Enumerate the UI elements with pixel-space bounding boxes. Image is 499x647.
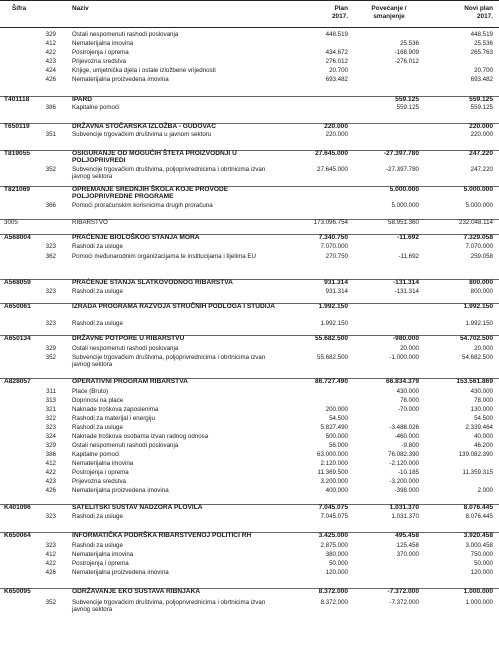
row-change: -9.800 bbox=[401, 442, 419, 449]
row-code: K650064 bbox=[4, 532, 31, 539]
row-code: 362 bbox=[45, 253, 56, 260]
row-plan: 220.000 bbox=[325, 131, 348, 138]
header-plan: Plan 2017. bbox=[332, 5, 348, 20]
row-plan: 8.372.000 bbox=[320, 599, 348, 606]
row-new-plan: 265.763 bbox=[470, 49, 493, 56]
row-name: IPARD bbox=[72, 96, 93, 103]
row-new-plan: 693.482 bbox=[470, 76, 493, 83]
row-name: Pomoći međunarodnim organizacijama te institucijama i tijelima EU bbox=[72, 253, 256, 260]
row-code: A650134 bbox=[4, 335, 31, 342]
row-new-plan: 3.000.458 bbox=[465, 542, 493, 549]
row-code: 426 bbox=[45, 76, 56, 83]
row-change: 1.031.370 bbox=[389, 504, 419, 511]
row-change: 20.000 bbox=[400, 345, 419, 352]
row-name: Rashodi za usluge bbox=[72, 288, 123, 295]
row-code: 351 bbox=[45, 131, 56, 138]
row-code: 329 bbox=[45, 31, 56, 38]
row-new-plan: 559.125 bbox=[470, 104, 493, 111]
row-code: 323 bbox=[45, 542, 56, 549]
row-code: 329 bbox=[45, 345, 56, 352]
row-name: PRAĆENJE STANJA SLATKOVODNOG RIBARSTVA bbox=[72, 279, 233, 286]
table-group-row bbox=[0, 588, 499, 595]
row-code: T821069 bbox=[4, 186, 31, 193]
row-name: Rashodi za usluge bbox=[72, 513, 123, 520]
table-group-row bbox=[0, 234, 499, 241]
row-plan: 27.645.000 bbox=[317, 166, 348, 173]
row-code: 323 bbox=[45, 513, 56, 520]
row-code: 322 bbox=[45, 415, 56, 422]
row-plan: 434.672 bbox=[325, 49, 348, 56]
row-name: RIBARSTVO bbox=[72, 219, 108, 226]
row-name: Kapitalne pomoći bbox=[72, 104, 120, 111]
row-name: Naknade troškova zaposlenima bbox=[72, 406, 159, 413]
row-code: 352 bbox=[45, 599, 56, 606]
row-name: Pomoći proračunskim korisnicima drugih proračuna bbox=[72, 202, 213, 209]
row-plan: 7.340.750 bbox=[318, 234, 348, 241]
row-name: Nematerijalna imovina bbox=[72, 40, 134, 47]
row-plan: 2.120.000 bbox=[320, 460, 348, 467]
row-plan: 7.045.075 bbox=[320, 513, 348, 520]
row-change: 1.031.370 bbox=[391, 513, 419, 520]
row-new-plan: 5.000.000 bbox=[463, 186, 493, 193]
row-code: 426 bbox=[45, 569, 56, 576]
row-code: 3005 bbox=[4, 219, 18, 226]
row-change: -168.909 bbox=[394, 49, 419, 56]
row-change: -3.488.026 bbox=[389, 424, 419, 431]
table-group-row bbox=[0, 123, 499, 130]
row-change: -3.200.000 bbox=[389, 478, 419, 485]
row-new-plan: 78.000 bbox=[474, 397, 493, 404]
row-code: A650061 bbox=[4, 303, 31, 310]
row-new-plan: 40.000 bbox=[474, 433, 493, 440]
row-plan: 931.314 bbox=[324, 279, 348, 286]
row-new-plan: 1.992.150 bbox=[463, 303, 493, 310]
row-code: 321 bbox=[45, 406, 56, 413]
row-new-plan: 2.000 bbox=[477, 487, 493, 494]
row-code: 423 bbox=[45, 58, 56, 65]
table-group-row bbox=[0, 96, 499, 103]
row-name: ODRŽAVANJE EKO SUSTAVA RIBNJAKA bbox=[72, 588, 201, 595]
row-new-plan: 247.220 bbox=[469, 150, 493, 157]
row-new-plan: 800.000 bbox=[469, 279, 493, 286]
row-name: Nematerijalna proizvedena imovina bbox=[72, 76, 169, 83]
row-plan: 3.200.000 bbox=[320, 478, 348, 485]
row-new-plan: 232.048.114 bbox=[459, 219, 493, 226]
row-new-plan: 1.000.000 bbox=[463, 588, 493, 595]
row-code: 323 bbox=[45, 243, 56, 250]
row-code: 386 bbox=[45, 451, 56, 458]
row-code: T819055 bbox=[4, 150, 31, 157]
table-header bbox=[0, 0, 499, 28]
row-plan: 8.372.000 bbox=[318, 588, 348, 595]
row-plan: 50.000 bbox=[329, 560, 348, 567]
row-plan: 1.992.150 bbox=[318, 303, 348, 310]
header-new-plan: Novi plan 2017. bbox=[464, 5, 493, 20]
row-plan: 56.000 bbox=[329, 442, 348, 449]
row-change: -11.692 bbox=[397, 234, 419, 241]
table-group-row bbox=[0, 303, 499, 310]
row-code: A568059 bbox=[4, 279, 31, 286]
row-name: OSIGURANJE OD MOGUĆIH ŠTETA PROIZVODNJI U POLJOPRIVREDI bbox=[72, 150, 237, 164]
row-new-plan: 559.125 bbox=[469, 96, 493, 103]
row-code: 412 bbox=[45, 40, 56, 47]
header-name: Naziv bbox=[72, 5, 89, 12]
row-code: T401118 bbox=[4, 96, 30, 103]
row-name: Nematerijalna imovina bbox=[72, 460, 134, 467]
row-name: Rashodi za usluge bbox=[72, 320, 123, 327]
row-name: Plaće (Bruto) bbox=[72, 388, 109, 395]
row-new-plan: 220.000 bbox=[470, 131, 493, 138]
row-change: -27.397.780 bbox=[383, 150, 419, 157]
row-name: DRŽAVNE POTPORE U RIBARSTVU bbox=[72, 335, 185, 342]
header-code: Šifra bbox=[12, 5, 27, 12]
row-code: K401096 bbox=[4, 504, 31, 511]
row-name: Kapitalne pomoći bbox=[72, 451, 120, 458]
row-code: A568004 bbox=[4, 234, 31, 241]
row-name: PRAĆENJE BIOLOŠKOG STANJA MORA bbox=[72, 234, 200, 241]
row-new-plan: 3.920.458 bbox=[463, 532, 493, 539]
row-plan: 55.682.500 bbox=[317, 354, 348, 361]
row-change: -131.314 bbox=[394, 288, 419, 295]
row-plan: 54.500 bbox=[329, 415, 348, 422]
row-code: 366 bbox=[45, 202, 56, 209]
row-name: Naknade troškova osobama izvan radnog odnosa bbox=[72, 433, 209, 440]
table-group-row bbox=[0, 532, 499, 539]
row-code: 323 bbox=[45, 424, 56, 431]
row-change: 559.125 bbox=[395, 96, 419, 103]
row-name: Prijevozna sredstva bbox=[72, 58, 126, 65]
row-plan: 11.369.500 bbox=[317, 469, 348, 476]
row-code: 352 bbox=[45, 354, 56, 361]
row-change: -7.372.000 bbox=[387, 588, 419, 595]
row-plan: 200.000 bbox=[325, 406, 348, 413]
row-change: 58.951.360 bbox=[388, 219, 419, 226]
row-new-plan: 20.700 bbox=[474, 67, 493, 74]
row-new-plan: 1.992.150 bbox=[465, 320, 493, 327]
row-name: IZRADA PROGRAMA RAZVOJA STRUČNIH PODLOGA I STUDIJA bbox=[72, 303, 276, 310]
row-change: -27.397.780 bbox=[385, 166, 419, 173]
row-plan: 7.045.075 bbox=[318, 504, 348, 511]
row-new-plan: 448.519 bbox=[470, 31, 493, 38]
row-change: -2.120.000 bbox=[389, 460, 419, 467]
row-new-plan: 7.329.058 bbox=[463, 234, 493, 241]
row-name: Subvencije trgovačkim društvima u javnom sektoru bbox=[72, 131, 212, 138]
row-plan: 5.827.490 bbox=[320, 424, 348, 431]
row-plan: 380.000 bbox=[325, 551, 348, 558]
row-code: 412 bbox=[45, 460, 56, 467]
row-code: T650119 bbox=[4, 123, 30, 130]
row-new-plan: 46.200 bbox=[474, 442, 493, 449]
row-new-plan: 54.702.500 bbox=[459, 335, 493, 342]
row-plan: 500.000 bbox=[325, 433, 348, 440]
row-code: A828057 bbox=[4, 378, 31, 385]
row-name: Nematerijalna proizvedena imovina bbox=[72, 569, 169, 576]
row-name: Knjige, umjetnička djela i ostale izložbene vrijednosti bbox=[72, 67, 216, 74]
row-new-plan: 1.000.000 bbox=[465, 599, 493, 606]
row-code: 422 bbox=[45, 49, 56, 56]
row-change: 125.458 bbox=[396, 542, 419, 549]
row-plan: 3.425.000 bbox=[318, 532, 348, 539]
row-name: Ostali nespomenuti rashodi poslovanja bbox=[72, 345, 179, 352]
table-group-row bbox=[0, 219, 499, 226]
row-change: 76.082.390 bbox=[388, 451, 419, 458]
row-new-plan: 247.220 bbox=[470, 166, 493, 173]
header-change: Povećanje / smanjenje bbox=[371, 5, 407, 20]
row-name: OPREMANJE SREDNJIH ŠKOLA KOJE PROVODE POLJOPRIVREDNE PROGRAME bbox=[72, 186, 229, 200]
row-code: 422 bbox=[45, 469, 56, 476]
row-change: 25.536 bbox=[400, 40, 419, 47]
row-code: 422 bbox=[45, 560, 56, 567]
row-name: Ostali nespomenuti rashodi poslovanja bbox=[72, 442, 179, 449]
row-plan: 120.000 bbox=[325, 569, 348, 576]
row-plan: 20.700 bbox=[329, 67, 348, 74]
row-new-plan: 54.500 bbox=[474, 415, 493, 422]
row-code: 412 bbox=[45, 551, 56, 558]
row-name: Prijevozna sredstva bbox=[72, 478, 126, 485]
row-name: Rashodi za usluge bbox=[72, 424, 123, 431]
row-name: Rashodi za usluge bbox=[72, 243, 123, 250]
row-change: 78.000 bbox=[400, 397, 419, 404]
row-change: -70.000 bbox=[398, 406, 419, 413]
row-new-plan: 139.082.390 bbox=[458, 451, 493, 458]
row-new-plan: 54.682.500 bbox=[462, 354, 493, 361]
row-name: Postrojenja i oprema bbox=[72, 49, 129, 56]
row-name: Ostali nespomenuti rashodi poslovanja bbox=[72, 31, 179, 38]
row-name: SATELITSKI SUSTAV NADZORA PLOVILA bbox=[72, 504, 203, 511]
row-new-plan: 25.536 bbox=[474, 40, 493, 47]
row-name: Rashodi za materijal i energiju bbox=[72, 415, 155, 422]
row-name: INFORMATIČKA PODRŠKA RIBARSTVENOJ POLITICI RH bbox=[72, 532, 252, 539]
row-new-plan: 8.076.445 bbox=[465, 513, 493, 520]
row-code: 352 bbox=[45, 166, 56, 173]
table-group-row bbox=[0, 186, 499, 200]
row-new-plan: 800.000 bbox=[470, 288, 493, 295]
row-change: -460.000 bbox=[394, 433, 419, 440]
row-plan: 2.875.000 bbox=[320, 542, 348, 549]
row-code: 426 bbox=[45, 487, 56, 494]
row-plan: 400.000 bbox=[325, 487, 348, 494]
row-name: Rashodi za usluge bbox=[72, 542, 123, 549]
row-change: -131.314 bbox=[392, 279, 419, 286]
row-code: 311 bbox=[46, 388, 56, 395]
row-code: 386 bbox=[45, 104, 56, 111]
row-name: Nematerijalna proizvedena imovina bbox=[72, 487, 169, 494]
row-code: K650095 bbox=[4, 588, 31, 595]
row-new-plan: 11.359.315 bbox=[462, 469, 493, 476]
row-plan: 173.096.754 bbox=[313, 219, 348, 226]
row-change: -1.000.000 bbox=[389, 354, 419, 361]
table-group-row bbox=[0, 378, 499, 385]
table-group-row bbox=[0, 279, 499, 286]
row-plan: 1.992.150 bbox=[320, 320, 348, 327]
row-name: Postrojenja i oprema bbox=[72, 469, 129, 476]
row-plan: 55.682.500 bbox=[314, 335, 348, 342]
row-name: Nematerijalna imovina bbox=[72, 551, 134, 558]
row-new-plan: 430.000 bbox=[470, 388, 493, 395]
row-code: 323 bbox=[45, 320, 56, 327]
row-plan: 931.314 bbox=[325, 288, 348, 295]
row-change: -7.372.000 bbox=[389, 599, 419, 606]
row-name: Subvencije trgovačkim društvima, poljoprivrednicima i obrtnicima izvan javnog sektora bbox=[72, 354, 266, 368]
row-name: Subvencije trgovačkim društvima, poljoprivrednicima i obrtnicima izvan javnog sektora bbox=[72, 599, 266, 613]
row-code: 323 bbox=[45, 288, 56, 295]
row-new-plan: 259.058 bbox=[470, 253, 493, 260]
row-new-plan: 20.000 bbox=[474, 345, 493, 352]
table-group-row bbox=[0, 504, 499, 511]
row-change: 495.458 bbox=[395, 532, 419, 539]
row-code: 313 bbox=[45, 397, 56, 404]
row-change: 559.125 bbox=[396, 104, 419, 111]
row-change: 370.000 bbox=[396, 551, 419, 558]
row-change: 66.834.379 bbox=[385, 378, 419, 385]
row-plan: 448.519 bbox=[325, 31, 348, 38]
row-code: 329 bbox=[45, 442, 56, 449]
row-plan: 7.070.000 bbox=[320, 243, 348, 250]
row-new-plan: 5.000.000 bbox=[465, 202, 493, 209]
row-new-plan: 2.339.464 bbox=[465, 424, 493, 431]
row-code: 324 bbox=[45, 433, 56, 440]
row-new-plan: 50.000 bbox=[474, 560, 493, 567]
row-change: -398.000 bbox=[394, 487, 419, 494]
row-plan: 63.000.000 bbox=[317, 451, 348, 458]
row-name: OPERATIVNI PROGRAM RIBARSTVA bbox=[72, 378, 188, 385]
row-new-plan: 750.000 bbox=[470, 551, 493, 558]
row-name: Subvencije trgovačkim društvima, poljoprivrednicima i obrtnicima izvan javnog sektora bbox=[72, 166, 266, 180]
row-change: -10.185 bbox=[398, 469, 419, 476]
row-new-plan: 220.000 bbox=[469, 123, 493, 130]
row-plan: 27.645.000 bbox=[314, 150, 348, 157]
row-plan: 86.727.490 bbox=[314, 378, 348, 385]
row-change: 5.000.000 bbox=[389, 186, 419, 193]
row-new-plan: 8.076.445 bbox=[463, 504, 493, 511]
row-plan: 693.482 bbox=[325, 76, 348, 83]
row-change: -11.692 bbox=[398, 253, 419, 260]
row-new-plan: 120.000 bbox=[470, 569, 493, 576]
row-new-plan: 7.070.000 bbox=[465, 243, 493, 250]
row-change: -980.000 bbox=[392, 335, 419, 342]
row-code: 424 bbox=[45, 67, 56, 74]
row-name: DRŽAVNA STOČARSKA IZLOŽBA - GUDOVAC bbox=[72, 123, 216, 130]
row-name: Postrojenja i oprema bbox=[72, 560, 129, 567]
row-new-plan: 153.561.869 bbox=[456, 378, 493, 385]
table-group-row bbox=[0, 335, 499, 342]
row-change: -276.012 bbox=[394, 58, 419, 65]
row-code: 423 bbox=[45, 478, 56, 485]
row-name: Doprinosi na plaće bbox=[72, 397, 124, 404]
row-plan: 270.750 bbox=[325, 253, 348, 260]
row-change: 430.000 bbox=[396, 388, 419, 395]
table-group-row bbox=[0, 150, 499, 164]
row-new-plan: 130.000 bbox=[470, 406, 493, 413]
row-change: 5.000.000 bbox=[391, 202, 419, 209]
row-plan: 220.000 bbox=[324, 123, 348, 130]
row-plan: 276.012 bbox=[325, 58, 348, 65]
